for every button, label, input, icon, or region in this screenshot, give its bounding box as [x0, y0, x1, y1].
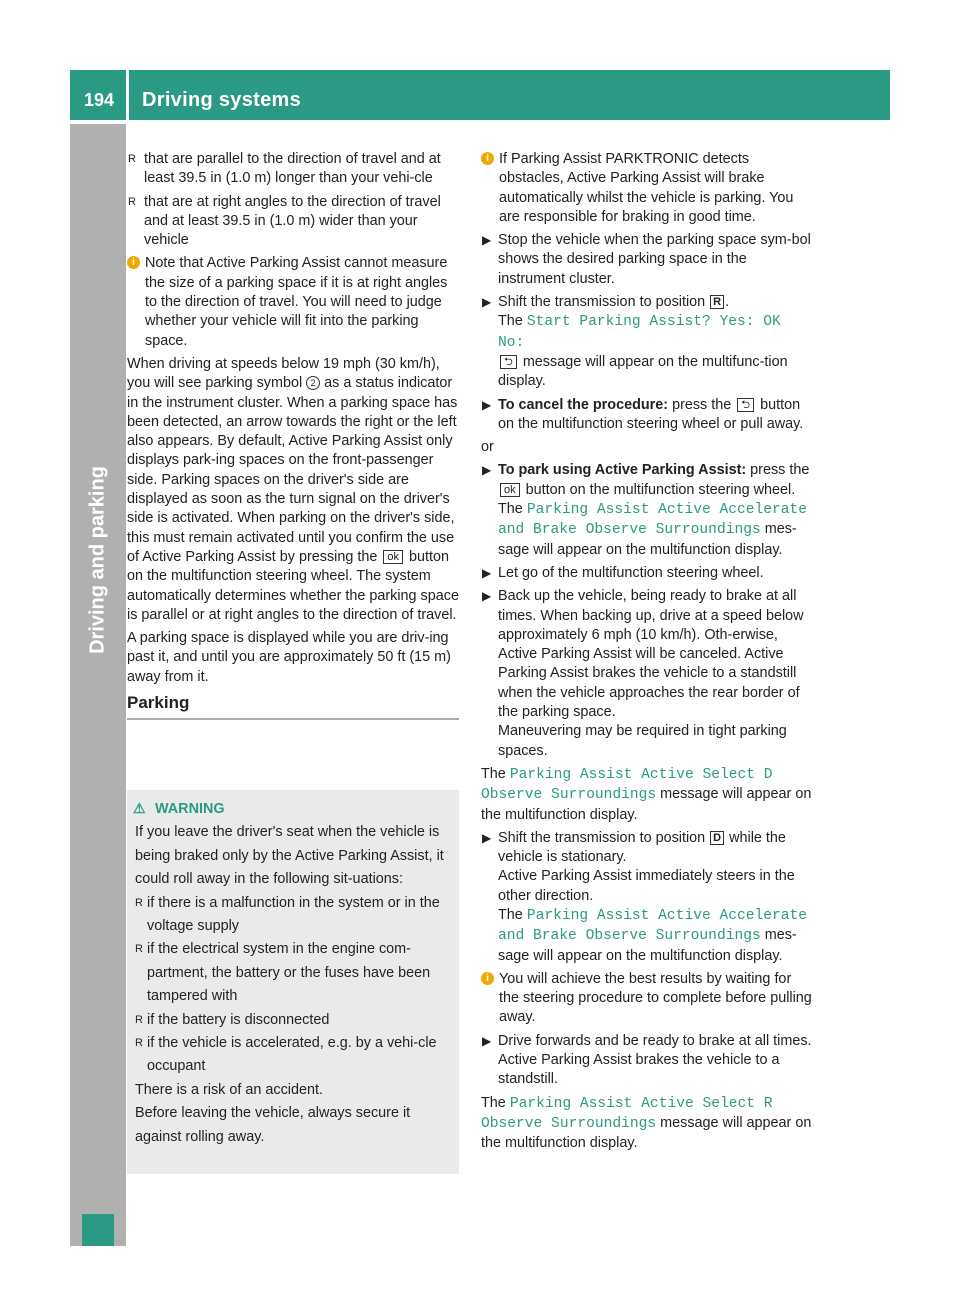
- display-message: Parking Assist Active Accelerate and Brake Observe Surroundings: [498, 502, 808, 539]
- list-item: R if there is a malfunction in the system or in the voltage supply: [135, 894, 440, 935]
- ok-key-icon: ok: [383, 550, 403, 564]
- warning-box: [127, 790, 459, 1174]
- info-icon: i: [481, 972, 494, 985]
- info-icon: i: [127, 256, 140, 269]
- page-title: Driving systems: [142, 89, 302, 111]
- warning-risk: There is a risk of an accident.: [135, 1081, 323, 1098]
- paragraph: A parking space is displayed while you are driv-ing past it, and until you are approximately 50 ft (15 m) away from it.: [127, 630, 451, 685]
- display-message: Parking Assist Active Select R Observe Surroundings: [481, 1095, 773, 1132]
- bullet-marker: R: [128, 195, 136, 208]
- list-item: R if the vehicle is accelerated, e.g. by a vehi-cle occupant: [135, 1035, 437, 1075]
- header-divider: [126, 70, 129, 120]
- chapter-label: Driving and parking: [86, 466, 109, 654]
- step-arrow-icon: ▶: [482, 1033, 492, 1048]
- step-arrow-icon: ▶: [482, 463, 492, 478]
- page-header: [70, 70, 890, 120]
- step-item: ▶ Back up the vehicle, being ready to brake at all times. When backing up, drive at a speed below approximately 6 mph (10 km/h). Oth-erwise, Active Parking Assist will be canceled. Active Parking Assist brakes the vehicle to a standstill when the vehicle approaches the rear border of the parking space. Maneuvering may be required in tight parking spaces.: [482, 588, 804, 759]
- gear-d-icon: D: [710, 831, 724, 845]
- gear-r-icon: R: [710, 295, 724, 309]
- step-arrow-icon: ▶: [482, 233, 492, 248]
- info-note: i Note that Active Parking Assist cannot measure the size of a parking space if it is at right angles to the direction of travel. You will need to judge whether your vehicle will fit into the parking space.: [127, 254, 459, 350]
- step-arrow-icon: ▶: [482, 589, 492, 604]
- back-key-icon: ⮌: [737, 398, 754, 412]
- display-message: Start Parking Assist? Yes: OK No:: [498, 314, 781, 351]
- list-item: R if the electrical system in the engine com-partment, the battery or the fuses have been tampered with: [135, 941, 431, 1005]
- page-number: 194: [84, 90, 115, 110]
- back-key-icon: ⮌: [500, 355, 517, 369]
- step-item: ▶ To park using Active Parking Assist: press the ok button on the multifunction steering wheel. The Parking Assist Active Accelerate and Brake Observe Surroundings mes-sage will appear on the multifunction display.: [482, 462, 810, 558]
- display-message: Parking Assist Active Accelerate and Brake Observe Surroundings: [498, 907, 808, 945]
- step-item: ▶ Stop the vehicle when the parking space sym-bol shows the desired parking space in the instrument cluster.: [482, 232, 811, 287]
- step-arrow-icon: ▶: [482, 830, 492, 845]
- warning-advice: Before leaving the vehicle, always secure it against rolling away.: [135, 1105, 411, 1145]
- chapter-sidebar: [70, 124, 126, 1246]
- section-heading: Parking: [127, 693, 459, 720]
- info-note: i You will achieve the best results by waiting for the steering procedure to complete before pulling away.: [481, 970, 813, 1028]
- step-arrow-icon: ▶: [482, 295, 492, 310]
- paragraph: When driving at speeds below 19 mph (30 km/h), you will see parking symbol 2 as a status indicator in the instrument cluster. When a parking space has been detected, an arrow towards the right or the left also appears. By default, Active Parking Assist only displays park-ing spaces on the front-passenger side. Parking spaces on the driver's side are displayed as soon as the turn signal on the driver's side is activated. When parking on the driver's side, this must remain activated until you confirm the use of Active Parking Assist by pressing the ok button on the multifunction steering wheel. The system automatically determines whether the parking space is parallel or at right angles to the direction of travel.: [127, 355, 459, 623]
- paragraph: The Parking Assist Active Select R Observe Surroundings message will appear on the multifunction display.: [481, 1094, 812, 1152]
- chapter-label-box: [84, 430, 112, 690]
- step-arrow-icon: ▶: [482, 397, 492, 412]
- step-item: ▶ Shift the transmission to position R . The Start Parking Assist? Yes: OK No: ⮌ message will appear on the multifunc-tion display.: [482, 294, 788, 390]
- list-item: R if the battery is disconnected: [135, 1011, 330, 1028]
- info-icon: i: [481, 152, 494, 165]
- step-item: ▶ To cancel the procedure: press the ⮌ button on the multifunction steering wheel or pull away.: [482, 396, 804, 432]
- info-note: i If Parking Assist PARKTRONIC detects obstacles, Active Parking Assist will brake automatically whilst the vehicle is parking. You are responsible for braking in good time.: [481, 150, 813, 227]
- chapter-marker: [82, 1214, 114, 1246]
- warning-intro: If you leave the driver's seat when the vehicle is being braked only by the Active Parking Assist, it could roll away in the following sit-uations:: [135, 824, 444, 888]
- paragraph: The Parking Assist Active Select D Observe Surroundings message will appear on the multifunction display.: [481, 765, 812, 823]
- left-column: [127, 150, 459, 720]
- right-column: [481, 150, 813, 1158]
- warning-title: ⚠ WARNING: [155, 798, 453, 821]
- display-message: Parking Assist Active Select D Observe Surroundings: [481, 766, 773, 804]
- list-item: R that are parallel to the direction of travel and at least 39.5 in (1.0 m) longer than your vehi-cle: [128, 151, 441, 187]
- step-arrow-icon: ▶: [482, 565, 492, 580]
- list-item: R that are at right angles to the direction of travel and at least 39.5 in (1.0 m) wider than your vehicle: [128, 193, 441, 249]
- ok-key-icon: ok: [500, 483, 520, 497]
- step-item: ▶ Shift the transmission to position D while the vehicle is stationary. Active Parking Assist immediately steers in the other direction. The Parking Assist Active Accelerate and Brake Observe Surroundings mes-sage will appear on the multifunction display.: [482, 829, 808, 964]
- step-item: ▶ Let go of the multifunction steering wheel.: [481, 564, 813, 583]
- parking-symbol-icon: 2: [306, 376, 320, 390]
- bullet-marker: R: [128, 153, 136, 165]
- step-item: ▶ Drive forwards and be ready to brake at all times. Active Parking Assist brakes the vehicle to a standstill.: [482, 1032, 812, 1088]
- warning-icon: ⚠: [133, 800, 146, 816]
- paragraph: or: [481, 439, 494, 456]
